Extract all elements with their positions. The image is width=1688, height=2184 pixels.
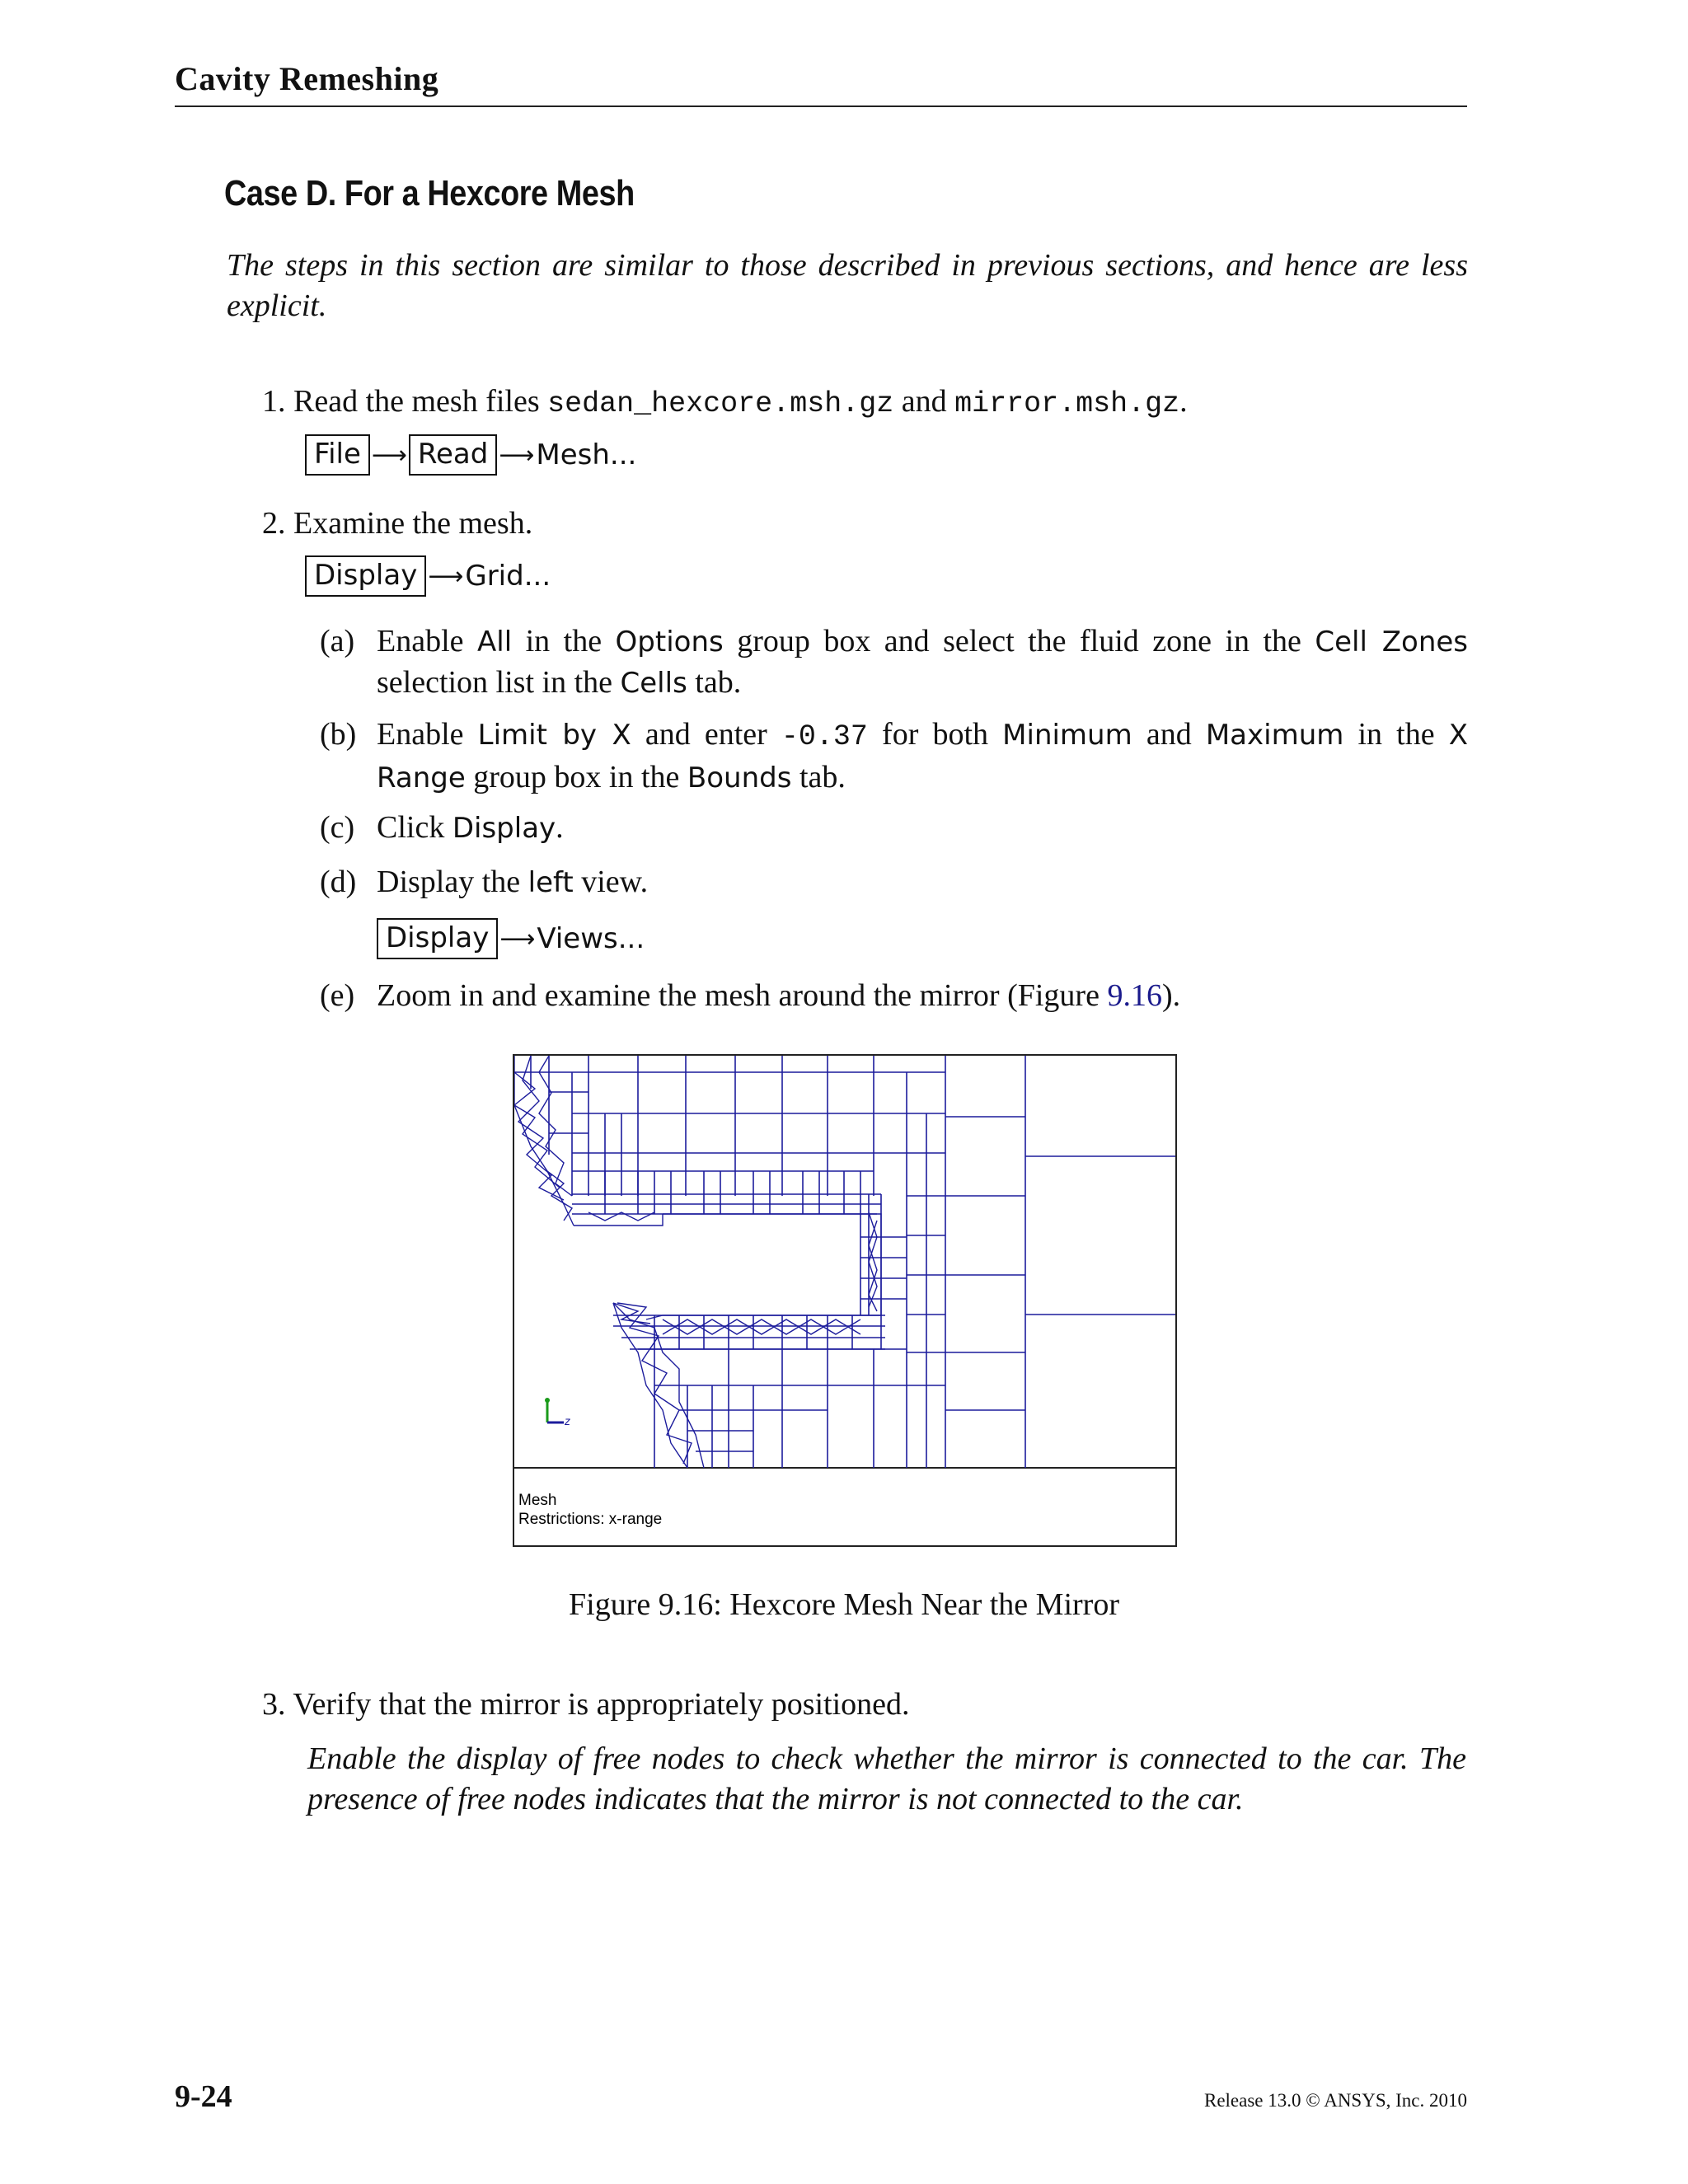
substep-b-text: and — [1132, 717, 1206, 752]
substep-c-text: . — [556, 810, 564, 845]
step-1-number: 1. — [262, 384, 286, 419]
step-1-text-a: Read the mesh files — [293, 384, 548, 419]
substep-a-text: group box and select the fluid zone in the — [723, 624, 1315, 658]
step-3-number: 3. — [262, 1687, 286, 1722]
release-footer: Release 13.0 © ANSYS, Inc. 2010 — [1203, 2090, 1467, 2111]
menu-grid[interactable]: Grid... — [465, 560, 551, 593]
substep-c-label: (c) — [320, 810, 355, 845]
ui-display: Display — [452, 812, 556, 845]
ui-limit-by-x: Limit by X — [477, 719, 631, 752]
running-header: Cavity Remeshing — [175, 60, 439, 97]
step-2 — [262, 504, 532, 544]
substep-b-text: for both — [867, 717, 1003, 752]
menu-read[interactable]: Read — [409, 434, 497, 476]
substep-e-text: ). — [1161, 978, 1181, 1013]
ui-cells: Cells — [620, 667, 687, 700]
step-3-text: Verify that the mirror is appropriately positioned. — [293, 1687, 910, 1722]
header-rule — [175, 105, 1467, 107]
ui-maximum: Maximum — [1205, 719, 1344, 752]
arrow-icon: ⟶ — [499, 440, 535, 470]
surface-mesh — [514, 1056, 881, 1468]
figure-caption: Figure 9.16: Hexcore Mesh Near the Mirror — [569, 1587, 1119, 1622]
substep-a-text: selection list in the — [377, 665, 621, 700]
ui-left: left — [528, 866, 574, 899]
ui-all: All — [476, 626, 513, 658]
substep-a-text: Enable — [377, 624, 477, 658]
figure-ref-link[interactable]: 9.16 — [1107, 978, 1162, 1013]
section-intro: The steps in this section are similar to those described in previous sections, and hence are less explicit. — [227, 248, 1468, 323]
substep-a-text: tab. — [687, 665, 742, 700]
mesh-figure — [513, 1054, 1177, 1547]
ui-options: Options — [615, 626, 724, 658]
substep-e-text: Zoom in and examine the mesh around the mirror (Figure — [377, 978, 1108, 1013]
step-2-text: Examine the mesh. — [293, 506, 533, 541]
menu-path-file-read — [305, 434, 636, 476]
step-3-note: Enable the display of free nodes to check whether the mirror is connected to the car. The presence of free nodes indicates that the mirror is not connected to the car. — [307, 1741, 1466, 1816]
substep-d-label: (d) — [320, 865, 357, 899]
substep-b — [320, 715, 1468, 799]
menu-display[interactable]: Display — [305, 555, 426, 597]
value-minus-0-37: -0.37 — [781, 720, 868, 753]
substep-b-text: in the — [1343, 717, 1449, 752]
section-title: Case D. For a Hexcore Mesh — [224, 173, 635, 213]
arrow-icon: ⟶ — [428, 561, 464, 591]
substep-a-text: in the — [512, 624, 616, 658]
ui-minimum: Minimum — [1002, 719, 1132, 752]
substep-c — [320, 808, 1468, 849]
mesh-graphic — [514, 1056, 1175, 1545]
step-3 — [262, 1685, 910, 1725]
step-1-text-c: . — [1179, 384, 1188, 419]
substep-a-label: (a) — [320, 624, 355, 658]
menu-display[interactable]: Display — [377, 918, 498, 959]
menu-mesh[interactable]: Mesh... — [536, 438, 637, 471]
axis-label: z — [565, 1414, 570, 1427]
arrow-icon: ⟶ — [499, 924, 536, 954]
legend-restrictions: Restrictions: x-range — [518, 1511, 663, 1528]
step-1-text-b: and — [893, 384, 955, 419]
step-2-number: 2. — [262, 506, 286, 541]
substep-c-text: Click — [377, 810, 452, 845]
axis-triad-icon — [545, 1398, 570, 1427]
step-1-file1: sedan_hexcore.msh.gz — [547, 387, 894, 420]
substep-b-text: Enable — [377, 717, 478, 752]
legend-mesh: Mesh — [518, 1492, 557, 1509]
ui-bounds: Bounds — [687, 762, 792, 794]
substep-e — [320, 976, 1468, 1016]
substep-b-text: and enter — [631, 717, 781, 752]
ui-cell-zones: Cell Zones — [1315, 626, 1468, 658]
substep-d-text: Display the — [377, 865, 528, 899]
substep-a — [320, 621, 1468, 704]
ui-x-range: X Range — [377, 719, 1468, 794]
menu-path-display-grid — [305, 555, 551, 597]
substep-d-text: view. — [573, 865, 649, 899]
menu-views[interactable]: Views... — [537, 922, 645, 955]
arrow-icon: ⟶ — [371, 440, 407, 470]
step-1 — [262, 382, 1474, 424]
menu-path-display-views — [377, 918, 645, 959]
substep-b-text: tab. — [791, 760, 846, 794]
substep-b-text: group box in the — [465, 760, 687, 794]
substep-e-label: (e) — [320, 978, 355, 1013]
substep-d — [320, 862, 1468, 903]
mesh-grid — [514, 1056, 1175, 1468]
menu-file[interactable]: File — [305, 434, 370, 476]
step-1-file2: mirror.msh.gz — [954, 387, 1180, 420]
substep-b-label: (b) — [320, 717, 357, 752]
page-number: 9-24 — [175, 2079, 232, 2114]
